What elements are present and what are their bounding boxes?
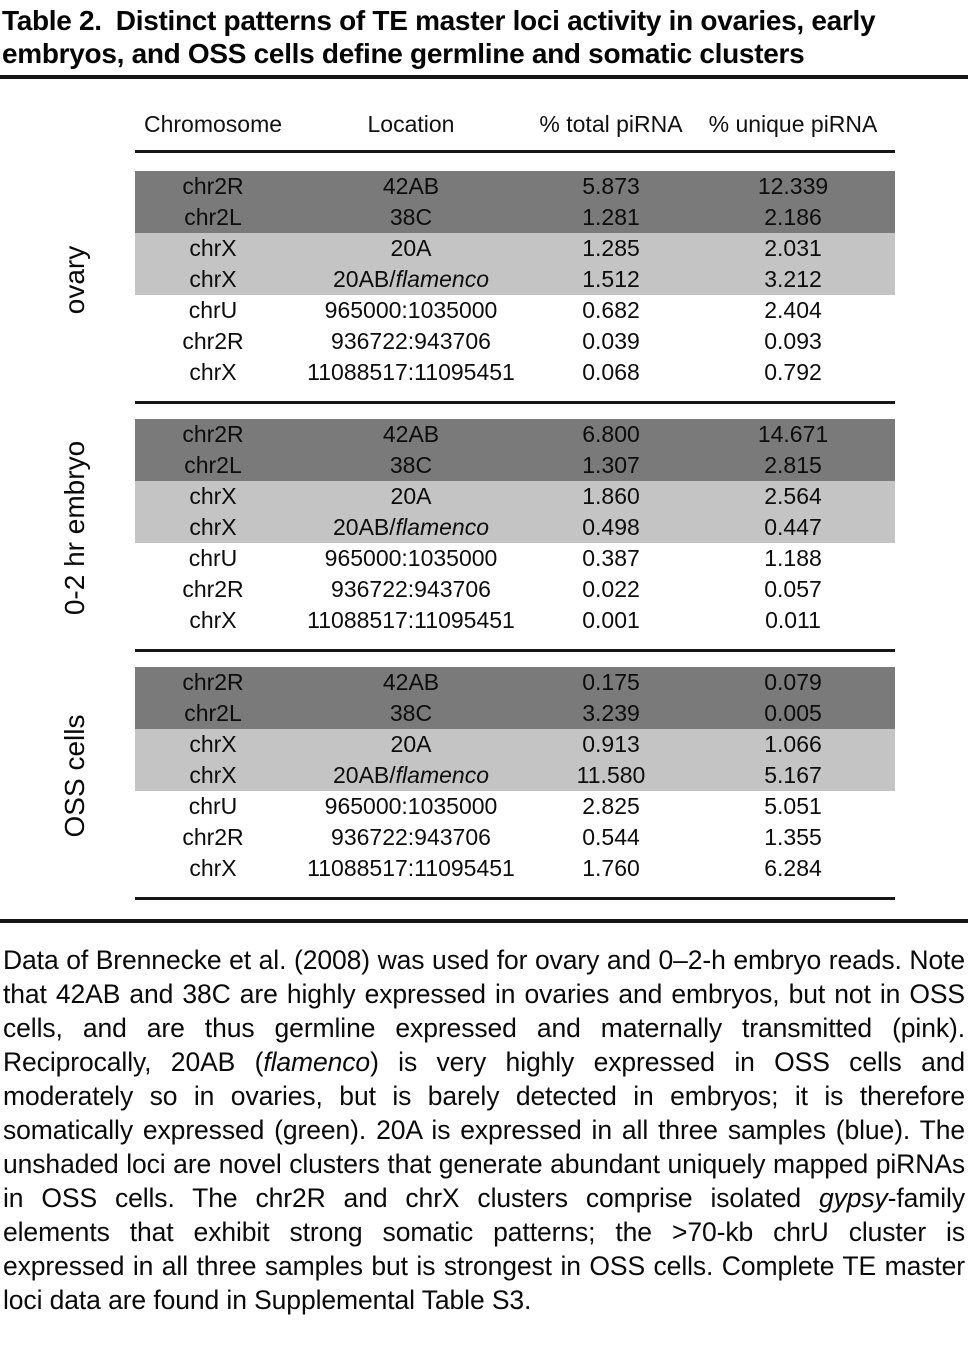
cell-total-pirna: 5.873	[582, 173, 640, 199]
cell-chromosome: chr2L	[184, 700, 242, 726]
cell-chromosome: chrU	[188, 297, 238, 323]
cell-location: 936722:943706	[331, 824, 491, 850]
cell-location-italic: flamenco	[395, 514, 489, 540]
cell-chromosome: chrU	[188, 545, 238, 571]
table-row	[135, 605, 895, 636]
row-group-oss-cells	[59, 667, 895, 884]
cell-unique-pirna: 2.815	[764, 452, 822, 478]
col-header-total-pirna: % total piRNA	[539, 111, 683, 137]
cell-location: 20A	[390, 483, 432, 509]
cell-location: 20A	[390, 731, 432, 757]
cell-unique-pirna: 14.671	[757, 421, 829, 447]
caption-text: Data of Brennecke et al. (2008) was used for ovary and 0–2-h embryo reads. Note that 42AB and 38C are highly expressed in ovaries and embryos, but not in OSS cells, and are thus germline expressed and maternally transmitted (pink). Reciprocally, 20AB (	[3, 945, 965, 1077]
cell-chromosome: chrU	[188, 793, 238, 819]
cell-location: 38C	[389, 204, 433, 230]
cell-location: 38C	[389, 700, 433, 726]
cell-chromosome: chr2L	[184, 204, 242, 230]
cell-total-pirna: 1.281	[582, 204, 640, 230]
cell-chromosome: chr2R	[182, 173, 244, 199]
table-header-row	[135, 111, 895, 138]
cell-total-pirna: 1.285	[582, 235, 640, 261]
cell-location: 936722:943706	[331, 328, 491, 354]
cell-unique-pirna: 1.355	[764, 824, 822, 850]
cell-total-pirna: 0.039	[582, 328, 640, 354]
cell-total-pirna: 0.387	[582, 545, 640, 571]
table-title-text: Distinct patterns of TE master loci activity in ovaries, early embryos, and OSS cells define germline and somatic clusters	[2, 5, 876, 69]
cell-location: 20AB/flamenco	[333, 514, 489, 540]
cell-location: 42AB	[382, 669, 440, 695]
cell-unique-pirna: 0.447	[764, 514, 822, 540]
cell-unique-pirna: 0.057	[764, 576, 822, 602]
cell-unique-pirna: 1.066	[764, 731, 822, 757]
cell-chromosome: chrX	[189, 731, 237, 757]
cell-total-pirna: 6.800	[582, 421, 640, 447]
col-header-chromosome: Chromosome	[143, 111, 283, 137]
table-row	[135, 543, 895, 574]
cell-unique-pirna: 0.093	[764, 328, 822, 354]
cell-chromosome: chr2L	[184, 452, 242, 478]
table-row	[135, 853, 895, 884]
table-row	[135, 233, 895, 264]
group-label: ovary	[59, 245, 90, 314]
table-body	[59, 171, 895, 900]
table-bottom-rule	[135, 897, 895, 900]
cell-unique-pirna: 6.284	[764, 855, 822, 881]
cell-total-pirna: 1.307	[582, 452, 640, 478]
caption-rule	[0, 919, 968, 923]
cell-total-pirna: 0.068	[582, 359, 640, 385]
cell-total-pirna: 0.544	[582, 824, 640, 850]
table-caption	[3, 943, 965, 1317]
cell-total-pirna: 0.682	[582, 297, 640, 323]
table-row	[135, 791, 895, 822]
cell-unique-pirna: 5.051	[764, 793, 822, 819]
cell-chromosome: chr2R	[182, 328, 244, 354]
table-row	[135, 326, 895, 357]
cell-chromosome: chrX	[189, 266, 237, 292]
col-header-unique-pirna: % unique piRNA	[708, 111, 878, 137]
cell-location: 11088517:11095451	[307, 359, 515, 385]
cell-total-pirna: 1.512	[582, 266, 640, 292]
table-row	[135, 450, 895, 481]
cell-location: 20AB/flamenco	[333, 266, 489, 292]
cell-chromosome: chrX	[189, 607, 237, 633]
title-rule	[0, 75, 968, 79]
cell-chromosome: chr2R	[182, 669, 244, 695]
col-header-location: Location	[367, 111, 455, 137]
cell-unique-pirna: 3.212	[764, 266, 822, 292]
table-number: Table 2.	[2, 5, 102, 36]
table-row	[135, 357, 895, 388]
table-row	[135, 202, 895, 233]
cell-location: 42AB	[382, 421, 440, 447]
cell-total-pirna: 0.175	[582, 669, 640, 695]
cell-location: 936722:943706	[331, 576, 491, 602]
caption-text: ) is very highly expressed in OSS cells and moderately so in ovaries, but is barely detected in embryos; it is therefore somatically expressed (green). 20A is expressed in all three samples (blue). The unshaded loci are novel clusters that generate abundant uniquely mapped piRNAs in OSS cells. The chr2R and chrX clusters comprise isolated	[3, 1047, 965, 1213]
cell-total-pirna: 1.760	[582, 855, 640, 881]
header-rule	[135, 150, 895, 153]
table-row	[135, 822, 895, 853]
table-title	[0, 0, 968, 70]
cell-chromosome: chr2R	[182, 421, 244, 447]
cell-chromosome: chrX	[189, 514, 237, 540]
table-row	[135, 667, 895, 698]
cell-location: 20A	[390, 235, 432, 261]
cell-location: 38C	[389, 452, 433, 478]
cell-total-pirna: 0.001	[582, 607, 640, 633]
table-row	[135, 171, 895, 202]
caption-italic-term: flamenco	[263, 1047, 371, 1077]
cell-location: 20AB/flamenco	[333, 762, 489, 788]
cell-total-pirna: 0.913	[582, 731, 640, 757]
cell-location: 11088517:11095451	[307, 607, 515, 633]
cell-unique-pirna: 5.167	[764, 762, 822, 788]
cell-total-pirna: 2.825	[582, 793, 640, 819]
cell-chromosome: chrX	[189, 483, 237, 509]
cell-total-pirna: 3.239	[582, 700, 640, 726]
group-label: OSS cells	[59, 714, 90, 837]
cell-chromosome: chrX	[189, 855, 237, 881]
caption-italic-term: gypsy	[818, 1183, 888, 1213]
table-row	[135, 264, 895, 295]
table-row	[135, 295, 895, 326]
cell-unique-pirna: 2.031	[764, 235, 822, 261]
table-row	[135, 512, 895, 543]
cell-unique-pirna: 0.005	[764, 700, 822, 726]
cell-location: 965000:1035000	[324, 545, 498, 571]
cell-location: 965000:1035000	[324, 297, 498, 323]
cell-unique-pirna: 0.792	[764, 359, 822, 385]
table-row	[135, 760, 895, 791]
cell-unique-pirna: 12.339	[757, 173, 829, 199]
cell-total-pirna: 0.498	[582, 514, 640, 540]
cell-unique-pirna: 1.188	[764, 545, 822, 571]
group-separator-rule	[135, 401, 895, 404]
cell-total-pirna: 1.860	[582, 483, 640, 509]
cell-location: 965000:1035000	[324, 793, 498, 819]
table-row	[135, 698, 895, 729]
cell-chromosome: chrX	[189, 235, 237, 261]
cell-chromosome: chr2R	[182, 576, 244, 602]
cell-unique-pirna: 0.011	[765, 607, 821, 633]
table-row	[135, 729, 895, 760]
cell-total-pirna: 0.022	[582, 576, 640, 602]
cell-total-pirna: 11.580	[576, 762, 646, 788]
table-row	[135, 574, 895, 605]
table-row	[135, 419, 895, 450]
cell-location-italic: flamenco	[395, 266, 489, 292]
cell-chromosome: chr2R	[182, 824, 244, 850]
cell-unique-pirna: 2.404	[764, 297, 822, 323]
group-separator-rule	[135, 649, 895, 652]
cell-location: 11088517:11095451	[307, 855, 515, 881]
cell-location-italic: flamenco	[395, 762, 489, 788]
row-group-0-2-hr-embryo	[59, 419, 895, 636]
group-label: 0-2 hr embryo	[59, 440, 90, 615]
cell-chromosome: chrX	[189, 762, 237, 788]
row-group-ovary	[59, 171, 895, 388]
cell-location: 42AB	[382, 173, 440, 199]
data-table	[59, 111, 895, 900]
table-row	[135, 481, 895, 512]
cell-unique-pirna: 2.186	[764, 204, 822, 230]
cell-unique-pirna: 2.564	[764, 483, 822, 509]
cell-chromosome: chrX	[189, 359, 237, 385]
cell-unique-pirna: 0.079	[764, 669, 822, 695]
caption-text: -family elements that exhibit strong somatic patterns; the >70-kb chrU cluster is expressed in all three samples but is strongest in OSS cells. Complete TE master loci data are found in Supplemental Table S3.	[3, 1183, 965, 1315]
